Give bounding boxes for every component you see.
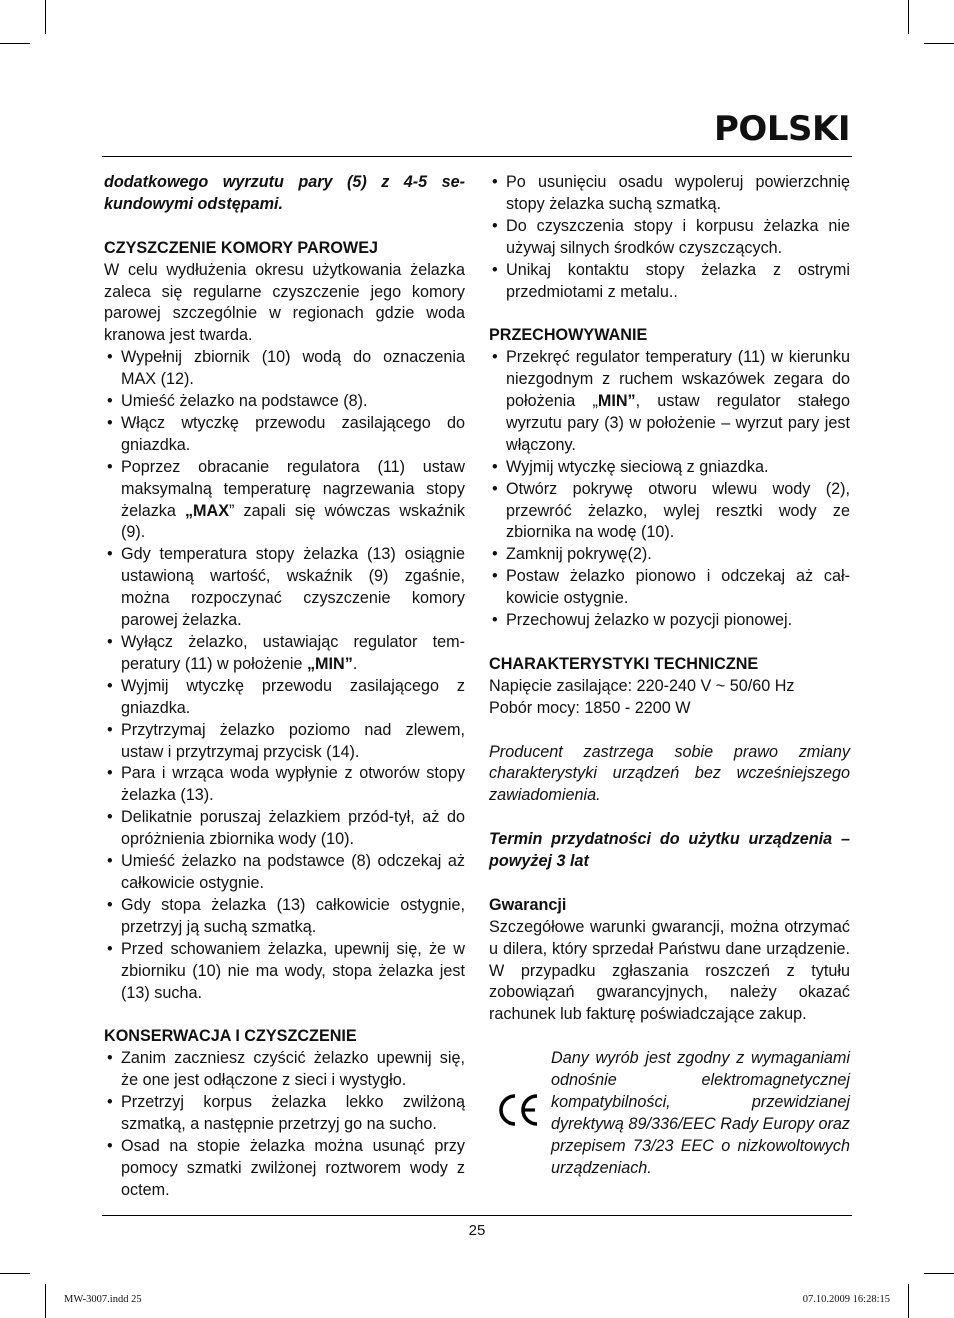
right-column bbox=[489, 172, 850, 1180]
crop-mark bbox=[908, 1284, 909, 1318]
crop-mark bbox=[45, 1284, 46, 1318]
crop-mark bbox=[45, 0, 46, 34]
list-item: • Przechowuj żelazko w pozycji pionowej. bbox=[489, 610, 850, 632]
list-item: • Otwórz pokrywę otworu wlewu wody (2), przewróć żelazko, wylej resztki wody ze zbiornika na wodę (10). bbox=[489, 479, 850, 545]
footer-rule bbox=[102, 1215, 852, 1216]
left-column bbox=[104, 172, 465, 1202]
list-item: • Wypełnij zbiornik (10) wodą do oznaczenia MAX (12). bbox=[104, 347, 465, 391]
cleaning-heading: CZYSZCZENIE KOMORY PAROWEJ bbox=[104, 238, 379, 257]
list-item: • Do czyszczenia stopy i korpusu żelazka nie używaj silnych środków czyszczących. bbox=[489, 216, 850, 260]
ce-mark-icon bbox=[495, 1092, 541, 1128]
warranty-heading: Gwarancji bbox=[489, 895, 567, 914]
specs-power: Pobór mocy: 1850 - 2200 W bbox=[489, 698, 691, 717]
list-item-text: Przekręć regulator temperatury (11) w kierunku niezgodnym z ruchem wskazówek zegara do położenia „ bbox=[506, 348, 850, 411]
list-item: • Przed schowaniem żelazka, upewnij się, że w zbiorniku (10) nie ma wody, stopa żelazka jest (13) sucha. bbox=[104, 939, 465, 1005]
list-item-text: . bbox=[352, 654, 358, 673]
storage-heading: PRZECHOWYWANIE bbox=[489, 326, 648, 345]
list-item: • Unikaj kontaktu stopy żelazka z ostrymi przedmiotami z metalu.. bbox=[489, 260, 850, 304]
header-rule bbox=[102, 156, 852, 157]
cleaning-list bbox=[104, 347, 465, 1004]
intro-text: dodatkowego wyrzutu pary (5) z 4-5 sekundowymi odstępami. bbox=[104, 173, 465, 213]
shelf-life-text: Termin przydatności do użytku urządzenia – powyżej 3 lat bbox=[489, 830, 850, 871]
cleaning-text: W celu wydłużenia okresu użytkowania żelazka zaleca się regularne czyszczenie jego komory parowej szczególnie w regionach gdzie woda kranowa jest twarda. bbox=[104, 260, 465, 345]
list-item: • Umieść żelazko na podstawce (8). bbox=[104, 391, 465, 413]
list-item: • Umieść żelazko na podstawce (8) odczekaj aż całkowicie ostygnie. bbox=[104, 851, 465, 895]
list-item: • Zamknij pokrywę(2). bbox=[489, 544, 850, 566]
list-item: • Postaw żelazko pionowo i odczekaj aż całkowicie ostygnie. bbox=[489, 566, 850, 610]
page-number: 25 bbox=[468, 1222, 486, 1239]
crop-mark bbox=[908, 0, 909, 34]
maintenance-heading: KONSERWACJA I CZYSZCZENIE bbox=[104, 1027, 357, 1046]
crop-mark bbox=[924, 1273, 954, 1274]
page-language-title: POLSKI bbox=[714, 109, 850, 149]
list-item: • Delikatnie poruszaj żelazkiem przód-tył, aż do opróżnienia zbiornika wody (10). bbox=[104, 807, 465, 851]
ce-text: Dany wyrób jest zgodny z wymaganiami odnośnie elektromagnetycznej kompatybilności, przewidzianej dyrektywą 89/336/EEC Rady Europy oraz przepisem 73/23 EEC o nizkowoltowych urządzeniach. bbox=[551, 1049, 850, 1177]
list-item: • Gdy temperatura stopy żelazka (13) osiągnie ustawioną wartość, wskaźnik (9) zgaśnie, można rozpoczynać czyszczenie komory parowej żelazka. bbox=[104, 544, 465, 632]
list-item-text: Wyłącz żelazko, ustawiając regulator temperatury (11) w położenie bbox=[121, 633, 465, 673]
specs-voltage: Napięcie zasilające: 220-240 V ~ 50/60 Hz bbox=[489, 676, 795, 695]
list-item: • Gdy stopa żelazka (13) całkowicie ostygnie, przetrzyj ją suchą szmatką. bbox=[104, 895, 465, 939]
specs-heading: CHARAKTERYSTYKI TECHNICZNE bbox=[489, 654, 759, 673]
list-item bbox=[104, 457, 465, 545]
list-item: • Zanim zaczniesz czyścić żelazko upewnij się, że one jest odłączone z sieci i wystygło. bbox=[104, 1048, 465, 1092]
list-item bbox=[104, 632, 465, 676]
crop-mark bbox=[0, 1273, 30, 1274]
slug-filename: MW-3007.indd 25 bbox=[64, 1294, 142, 1305]
disclaimer-text: Producent zastrzega sobie prawo zmiany charakterystyki urządzeń bez wcześniejszego zawiadomienia. bbox=[489, 742, 850, 805]
min-label: MIN” bbox=[597, 392, 636, 411]
list-item: • Przytrzymaj żelazko poziomo nad zlewem, ustaw i przytrzymaj przycisk (14). bbox=[104, 720, 465, 764]
list-item-text: Poprzez obracanie regulatora (11) ustaw maksymalną temperaturę nagrzewania stopy żelazka bbox=[121, 457, 465, 520]
list-item bbox=[489, 347, 850, 457]
list-item-text: , ustaw regulator stałego wyrzutu pary (3) w położenie – wyrzut pary jest włączony. bbox=[506, 392, 850, 454]
maintenance-list-continued bbox=[489, 172, 850, 303]
slug-timestamp: 07.10.2009 16:28:15 bbox=[802, 1294, 890, 1305]
min-label: „MIN” bbox=[306, 654, 353, 673]
list-item: • Para i wrząca woda wypłynie z otworów stopy żelazka (13). bbox=[104, 763, 465, 807]
warranty-text: Szczegółowe warunki gwarancji, można otrzymać u dilera, który sprzedał Państwu dane urządzenie. W przypadku zgłaszania roszczeń z tytułu zobowiązań gwarancyjnych, należy okazać rachunek lub fakturę poświadczające zakup. bbox=[489, 917, 850, 1024]
list-item: • Włącz wtyczkę przewodu zasilającego do gniazdka. bbox=[104, 413, 465, 457]
crop-mark bbox=[924, 43, 954, 44]
max-label: „MAX bbox=[184, 501, 230, 520]
list-item-text: ” zapali się wówczas wskaźnik (9). bbox=[121, 501, 465, 542]
list-item: • Wyjmij wtyczkę przewodu zasilającego z gniazdka. bbox=[104, 676, 465, 720]
list-item: • Osad na stopie żelazka można usunąć przy pomocy szmatki zwilżonej roztworem wody z octem. bbox=[104, 1136, 465, 1202]
list-item: • Przetrzyj korpus żelazka lekko zwilżoną szmatką, a następnie przetrzyj go na sucho. bbox=[104, 1092, 465, 1136]
ce-compliance-block bbox=[489, 1048, 850, 1179]
list-item: • Wyjmij wtyczkę sieciową z gniazdka. bbox=[489, 457, 850, 479]
list-item: • Po usunięciu osadu wypoleruj powierzchnię stopy żelazka suchą szmatką. bbox=[489, 172, 850, 216]
storage-list bbox=[489, 347, 850, 632]
maintenance-list bbox=[104, 1048, 465, 1201]
crop-mark bbox=[0, 43, 30, 44]
